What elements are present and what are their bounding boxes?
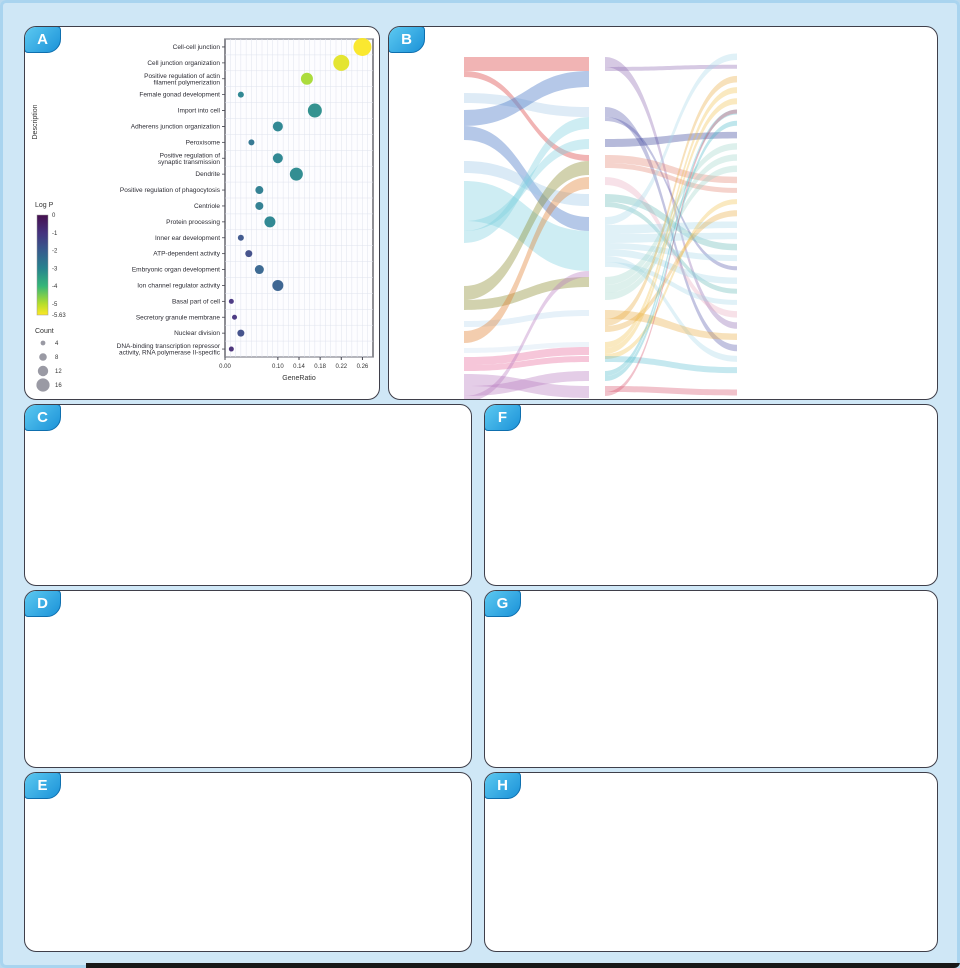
dotplot-category-label: Adherens junction organization [130,123,220,131]
dotplot-category-label: Positive regulation of actin filament polymerization [144,72,220,87]
logp-tick: -3 [52,266,58,273]
x-axis-label: GeneRatio [282,375,316,382]
panel-g-badge: G [484,590,521,617]
panel-b-sankey [388,26,938,400]
dotplot-point [308,104,322,118]
logp-tick: -1 [52,230,58,237]
dotplot-point [272,280,283,291]
dotplot-category-label: Cell junction organization [147,59,220,67]
dotplot-point [232,315,237,320]
panel-b-badge: B [388,26,425,53]
logp-min: -5.63 [52,313,66,319]
dotplot-category-label: Centriole [193,202,220,210]
dotplot-point [238,92,244,98]
panel-f-badge: F [484,404,521,431]
x-tick-label: 0.18 [314,364,326,370]
count-legend-value: 8 [55,355,59,361]
panel-a-badge: A [24,26,61,53]
dotplot-category-label: Positive regulation of synaptic transmission [157,152,220,166]
dotplot-category-label: Dendrite [195,171,220,179]
logp-tick: -2 [52,248,58,255]
dotplot-point [245,250,252,257]
x-tick-label: 0.10 [272,364,284,370]
dotplot-category-label: Embryonic organ development [131,266,220,274]
panel-d-map [24,590,472,768]
dotplot-point [333,55,349,71]
x-tick-label: 0.00 [219,364,231,370]
dotplot-category-label: Basal part of cell [171,298,220,306]
dotplot-point [229,347,234,352]
dotplot-category-label: ATP-dependent activity [153,250,220,258]
dotplot-point [255,186,263,194]
count-legend-value: 4 [55,341,59,347]
panel-a-dotplot [24,26,380,400]
y-axis-label: Description [32,104,39,140]
sankey-ribbon [605,386,737,396]
dotplot-point [273,153,283,163]
panel-h-map [484,772,938,952]
sankey-svg [389,27,937,399]
dotplot-category-label: Nuclear division [174,330,220,338]
x-tick-label: 0.14 [293,364,305,370]
dotplot-category-label: Protein processing [166,218,220,226]
dotplot-category-label: Female gonad development [139,91,220,99]
dotplot-category-label: Ion channel regulator activity [137,282,220,290]
dotplot-point [353,38,371,56]
dotplot-point [255,202,263,210]
x-tick-label: 0.22 [335,364,348,370]
dotplot-category-label: Import into cell [177,107,220,115]
dotplot-svg [25,27,379,399]
dotplot-point [273,121,283,131]
logp-tick: 0 [52,213,56,219]
dotplot-category-label: Secretory granule membrane [135,314,220,322]
panel-e-badge: E [24,772,61,799]
dotplot-category-label: Peroxisome [185,139,220,147]
logp-legend-title: Log P [35,202,54,209]
dotplot-point [264,216,275,227]
dotplot-point [248,139,254,145]
count-legend-value: 16 [55,383,62,389]
dotplot-category-label: Positive regulation of phagocytosis [119,187,220,195]
dotplot-category-label: DNA-binding transcription repressor activity, RNA polymerase II-specific [116,343,220,357]
panel-f-map [484,404,938,586]
dotplot-category-label: Inner ear development [154,234,220,242]
dotplot-point [290,168,303,181]
dotplot-point [238,235,244,241]
dotplot-point [301,73,313,85]
panel-c-map [24,404,472,586]
sankey-ribbon [464,310,589,327]
dotplot-point [229,299,234,304]
panel-h-badge: H [484,772,521,799]
sankey-ribbon [464,57,589,71]
panel-g-map [484,590,938,768]
logp-tick: -5 [52,301,58,308]
dotplot-point [255,265,264,274]
panel-e-map [24,772,472,952]
panel-c-badge: C [24,404,61,431]
count-legend-title: Count [35,328,54,335]
dotplot-point [237,330,244,337]
x-tick-label: 0.26 [356,364,369,370]
panel-d-badge: D [24,590,61,617]
page-edge-strip [86,963,960,968]
dotplot-category-label: Cell-cell junction [172,43,220,51]
logp-tick: -4 [52,284,58,291]
count-legend-value: 12 [55,369,62,375]
